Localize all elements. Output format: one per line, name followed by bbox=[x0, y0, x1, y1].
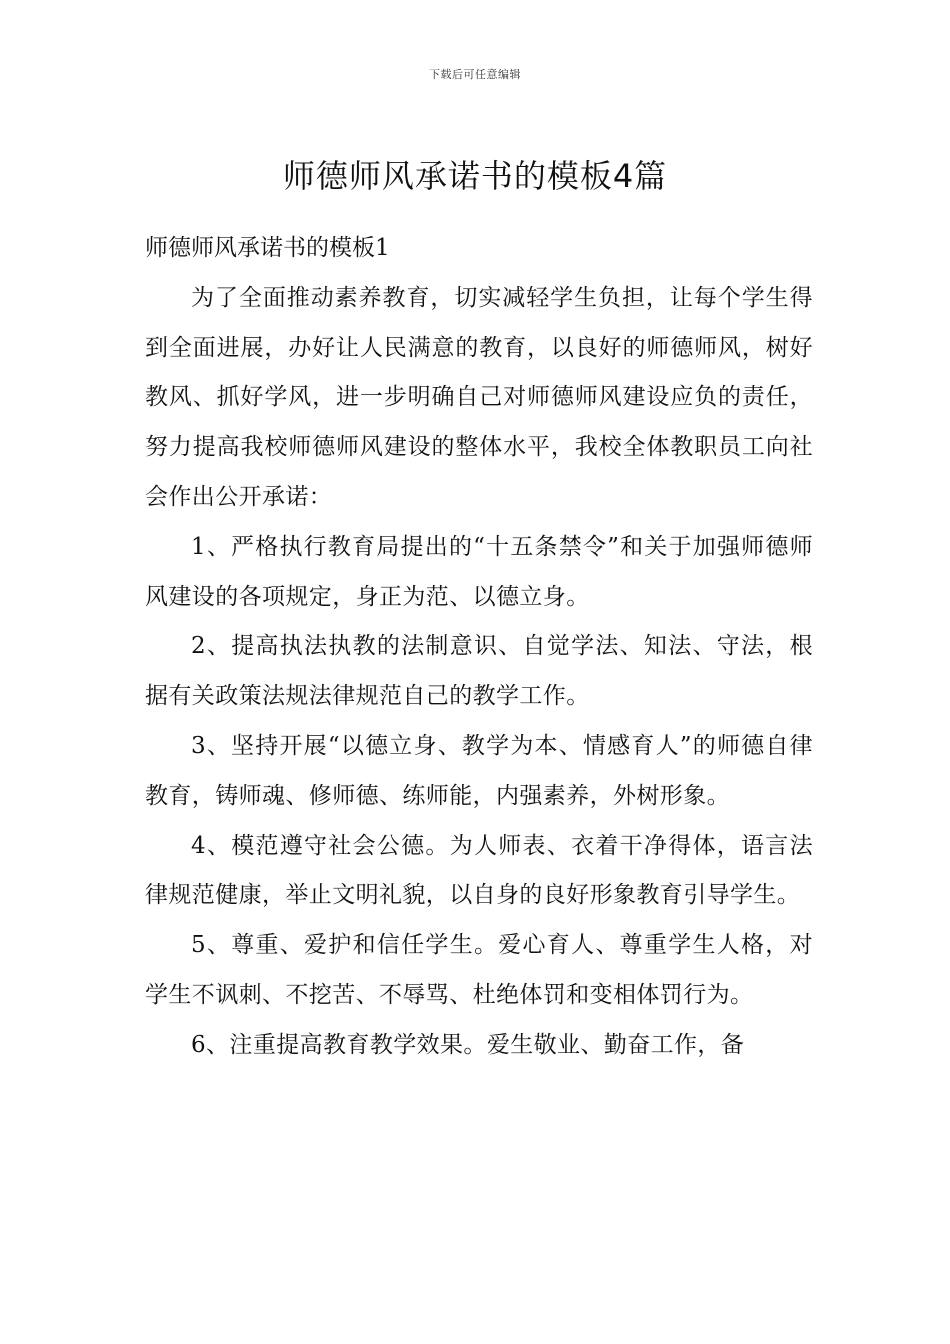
paragraph-item-5: 5、尊重、爱护和信任学生。爱心育人、尊重学生人格，对学生不讽刺、不挖苦、不辱骂、杜绝体罚和变相体罚行为。 bbox=[145, 932, 813, 1008]
section-title: 师德师风承诺书的模板1 bbox=[145, 235, 390, 261]
document-body bbox=[145, 224, 813, 1071]
paragraph-intro: 为了全面推动素养教育，切实减轻学生负担，让每个学生得到全面进展，办好让人民满意的教育，以良好的师德师风，树好教风、抓好学风，进一步明确自己对师德师风建设应负的责任，努力提高我校师德师风建设的整体水平，我校全体教职员工向社会作出公开承诺： bbox=[145, 284, 813, 510]
header-note: 下载后可任意编辑 bbox=[429, 68, 521, 81]
paragraph-item-2: 2、提高执法执教的法制意识、自觉学法、知法、守法，根据有关政策法规法律规范自己的教学工作。 bbox=[145, 633, 813, 710]
paragraph-item-1: 1、严格执行教育局提出的“十五条禁令”和关于加强师德师风建设的各项规定，身正为范、以德立身。 bbox=[145, 533, 813, 610]
paragraph-item-4: 4、模范遵守社会公德。为人师表、衣着干净得体，语言法律规范健康，举止文明礼貌，以自身的良好形象教育引导学生。 bbox=[145, 832, 813, 909]
paragraph-item-3: 3、坚持开展“以德立身、教学为本、情感育人”的师德自律教育，铸师魂、修师德、练师能，内强素养，外树形象。 bbox=[145, 732, 813, 809]
document-title: 师德师风承诺书的模板4篇 bbox=[282, 157, 668, 196]
paragraph-item-6: 6、注重提高教育教学效果。爱生敬业、勤奋工作，备 bbox=[191, 1031, 745, 1058]
